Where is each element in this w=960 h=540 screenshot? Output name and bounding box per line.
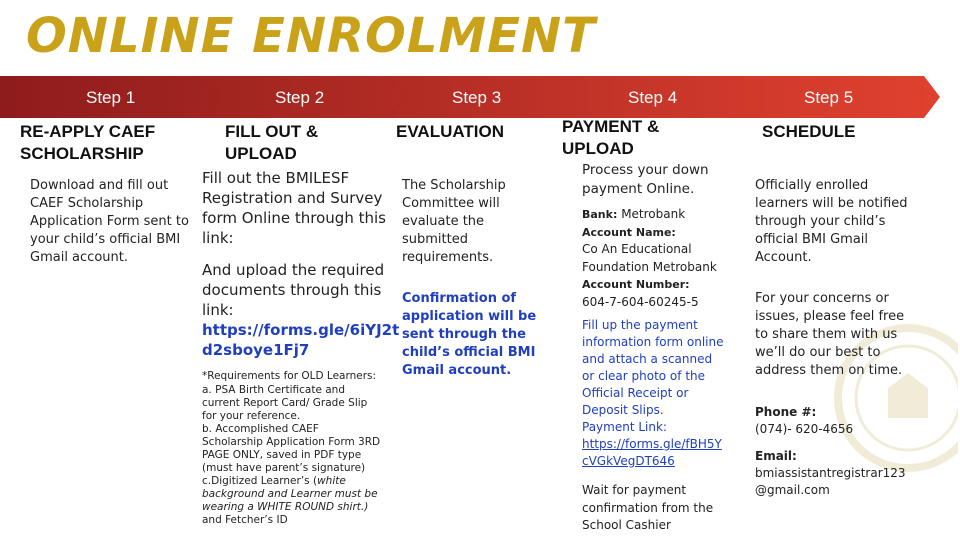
step-2-upload-link[interactable]: https://forms.gle/6iYJ2t d2sboye1Fj7 <box>202 321 400 359</box>
step-3-heading: EVALUATION <box>396 122 504 141</box>
step-5-contact: Phone #: (074)- 620-4656 Email: bmiassistantregistrar123 @gmail.com <box>755 404 945 499</box>
page-title: ONLINE ENROLMENT <box>26 8 596 64</box>
step-3-label: Step 3 <box>452 88 502 107</box>
step-1-label: Step 1 <box>86 88 136 107</box>
step-4-payment-link[interactable]: https://forms.gle/fBH5Y cVGkVegDT646 <box>582 437 722 468</box>
step-4-bank-info: Bank: Metrobank Account Name: Co An Educational Foundation Metrobank Account Number: 604-7-604-60245-5 <box>582 207 717 309</box>
step-3-confirmation: Confirmation of application will be sent through the child’s official BMI Gmail account. <box>402 291 537 378</box>
step-3-text: The Scholarship Committee will evaluate the submitted requirements. <box>402 178 506 265</box>
step-4-heading: PAYMENT & UPLOAD <box>562 117 660 158</box>
step-2-requirements: *Requirements for OLD Learners: a. PSA Birth Certificate and current Report Card/ Grade Slip for your reference. b. Accomplished CAEF Scholarship Application Form 3RD PAGE ONLY, saved in PDF type (must have parent’s signature) c.Digitized Learner’s (white background and Learner must be wearing a WHITE ROUND shirt.) and Fetcher’s ID <box>202 370 381 526</box>
step-4-intro: Process your down payment Online. <box>582 162 709 197</box>
step-5-heading: SCHEDULE <box>762 122 856 141</box>
step-2-label: Step 2 <box>275 88 325 107</box>
step-1-text: Download and fill out CAEF Scholarship Application Form sent to your child’s official BMI Gmail account. <box>30 178 189 265</box>
step-2-heading: FILL OUT & UPLOAD <box>225 122 319 163</box>
step-5-email[interactable]: bmiassistantregistrar123 @gmail.com <box>755 466 906 497</box>
step-5-text: Officially enrolled learners will be notified through your child’s official BMI Gmail Account. <box>755 178 908 265</box>
step-5-label: Step 5 <box>804 88 854 107</box>
step-4-fill-instructions: Fill up the payment information form online and attach a scanned or clear photo of the Official Receipt or Deposit Slips. Payment Link: https://forms.gle/fBH5Y cVGkVegDT646 <box>582 317 752 470</box>
step-4-label: Step 4 <box>628 88 678 107</box>
step-2-text: Fill out the BMILESF Registration and Survey form Online through this link: And upload the required documents through this link: https://forms.gle/6iYJ2t d2sboye1Fj7 <box>202 169 400 359</box>
step-4-wait-text: Wait for payment confirmation from the School Cashier <box>582 483 714 532</box>
step-5-concerns: For your concerns or issues, please feel free to share them with us we’ll do our best to address them on time. <box>755 291 905 378</box>
step-1-heading: RE-APPLY CAEF SCHOLARSHIP <box>20 122 156 163</box>
